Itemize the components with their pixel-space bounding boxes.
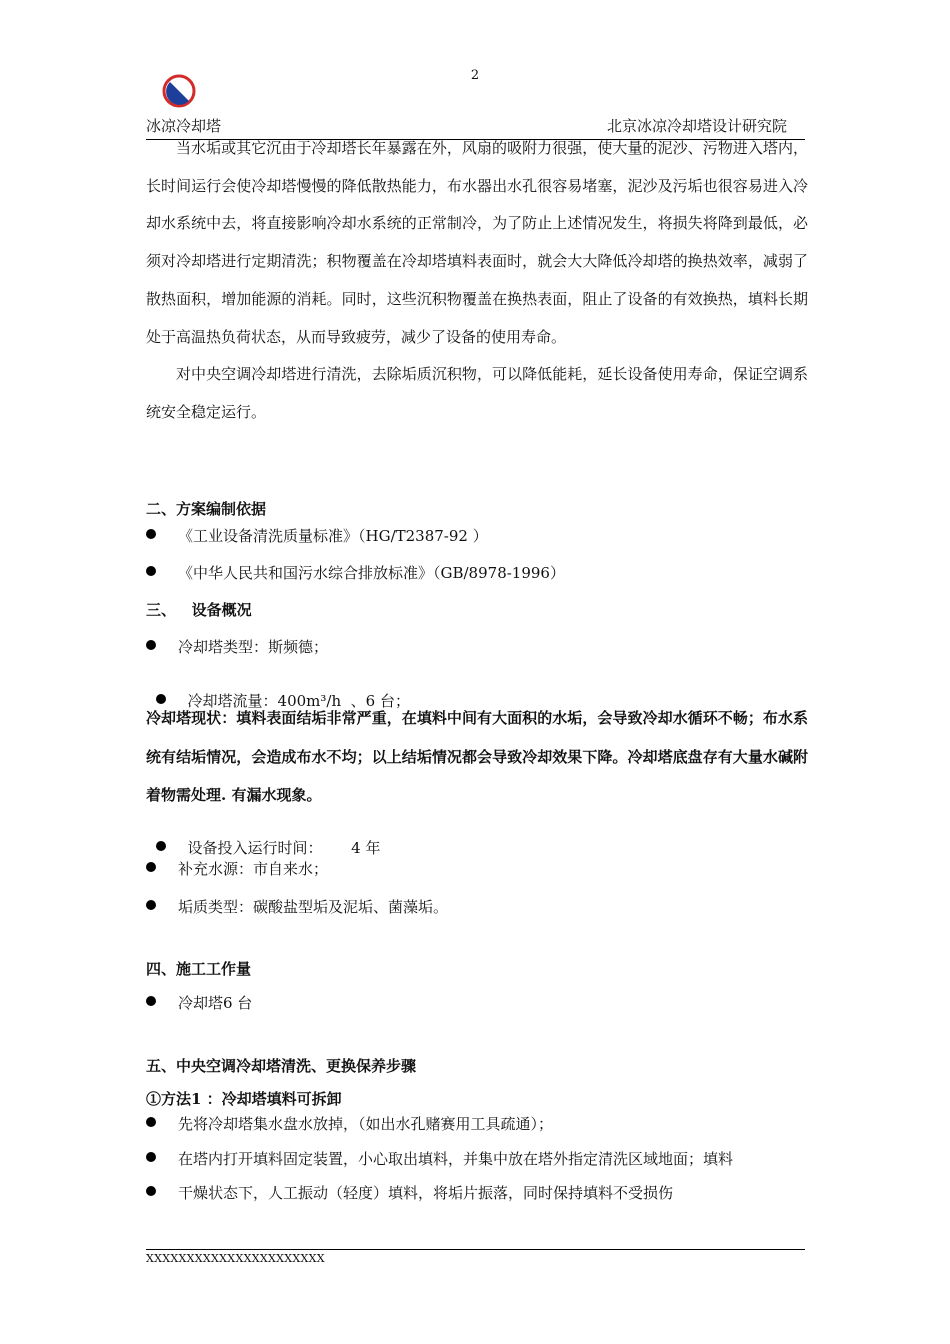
header-right-title: 北京冰凉冷却塔设计研究院 [607,117,788,135]
list-item [146,1182,673,1203]
bullet-icon [146,1152,156,1162]
list-item-text: 干燥状态下，人工振动（轻度）填料，将垢片振落，同时保持填料不受损伤 [178,1184,674,1202]
bullet-icon [146,1117,156,1127]
section-2-heading: 二、方案编制依据 [146,500,267,518]
list-item-text: 冷却塔6 台 [178,994,253,1012]
header-left-title: 冰凉冷却塔 [146,117,222,135]
list-item [146,896,448,917]
list-item [146,562,565,583]
section-5-heading: 五、中央空调冷却塔清洗、更换保养步骤 [146,1057,417,1075]
list-item [146,1113,553,1134]
cooling-tower-status: 冷却塔现状：填料表面结垢非常严重，在填料中间有大面积的水垢，会导致冷却水循环不畅；布水系统有结垢情况，会造成布水不均；以上结垢情况都会导致冷却效果下降。冷却塔底盘存有大量水碱附着物需处理. 有漏水现象。 [146,709,808,804]
list-item [146,636,328,657]
page-number: 2 [470,68,480,83]
list-item-text: 《工业设备清洗质量标准》（HG/T2387-92 ） [178,527,488,545]
list-item-text: 在塔内打开填料固定装置，小心取出填料，并集中放在塔外指定清洗区域地面；填料 [178,1150,734,1168]
method-heading: ①方法1 ：冷却塔填料可拆卸 [146,1090,342,1108]
list-item-text: 冷却塔类型：斯频德； [178,638,329,656]
bullet-icon [146,640,156,650]
bullet-icon [146,566,156,576]
list-item [146,1148,733,1169]
bullet-icon [146,1186,156,1196]
intro-paragraph-1: 当水垢或其它沉由于冷却塔长年暴露在外，风扇的吸附力很强，使大量的泥沙、污物进入塔内，长时间运行会使冷却塔慢慢的降低散热能力，布水器出水孔很容易堵塞，泥沙及污垢也很容易进入冷却水系统中去，将直接影响冷却水系统的正常制冷，为了防止上述情况发生，将损失将降到最低，必须对冷却塔进行定期清洗；积物覆盖在冷却塔填料表面时，就会大大降低冷却塔的换热效率，减弱了散热面积，增加能源的消耗。同时，这些沉积物覆盖在换热表面，阻止了设备的有效换热，填料长期处于高温热负荷状态，从而导致疲劳，减少了设备的使用寿命。 [146,139,808,346]
list-item [146,819,380,858]
list-item-text: 补充水源：市自来水； [178,860,329,878]
bullet-icon [146,529,156,539]
section-3-heading: 三、 设备概况 [146,601,252,619]
footer-divider [146,1249,805,1250]
list-item [146,858,328,879]
bullet-icon [156,841,166,851]
list-item-text: 冷却塔流量：400m³/h 、6 台； [187,692,410,710]
bullet-icon [146,996,156,1006]
footer-text: XXXXXXXXXXXXXXXXXXXXXX [146,1252,325,1265]
bullet-icon [146,900,156,910]
list-item [146,992,252,1013]
intro-paragraph-2: 对中央空调冷却塔进行清洗，去除垢质沉积物，可以降低能耗，延长设备使用寿命，保证空调系统安全稳定运行。 [146,365,808,421]
bullet-icon [146,862,156,872]
list-item-text: 设备投入运行时间： 4 年 [187,839,381,857]
list-item-text: 《中华人民共和国污水综合排放标准》（GB/8978-1996） [178,564,565,582]
section-4-heading: 四、施工工作量 [146,960,252,978]
intro-text [146,130,808,432]
list-item-text: 先将冷却塔集水盘水放掉，（如出水孔赌赛用工具疏通）； [178,1115,554,1133]
list-item [146,525,488,546]
company-logo-icon [162,74,196,108]
list-item-text: 垢质类型：碳酸盐型垢及泥垢、菌藻垢。 [178,898,449,916]
